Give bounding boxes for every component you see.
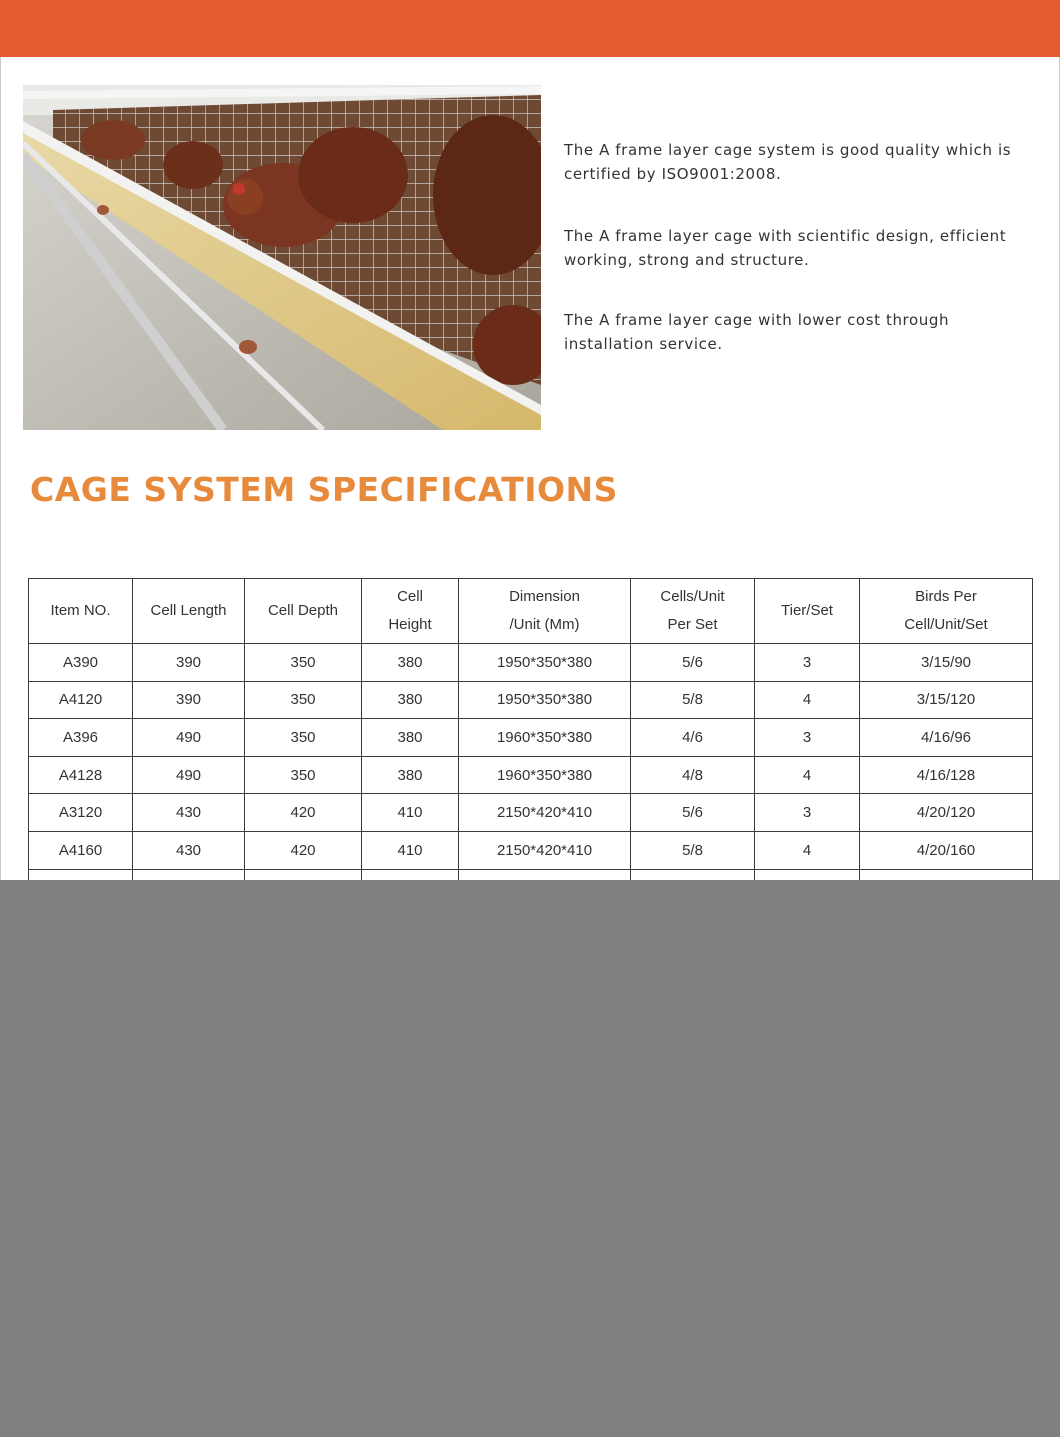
header-cells-unit: Cells/Unit Per Set: [631, 579, 755, 644]
header-dimension: Dimension /Unit (Mm): [459, 579, 631, 644]
table-cell: 3: [755, 644, 860, 682]
table-cell: 390: [133, 681, 245, 719]
header-cell-depth: Cell Depth: [245, 579, 362, 644]
table-header-row: [29, 579, 1033, 644]
table-cell: 3/15/120: [860, 681, 1033, 719]
table-cell: A396: [29, 719, 133, 757]
frame-left-border: [0, 57, 1, 897]
table-row: [29, 681, 1033, 719]
table-cell: 350: [245, 681, 362, 719]
header-item-no: Item NO.: [29, 579, 133, 644]
table-cell: 380: [362, 756, 459, 794]
header-birds-per: Birds Per Cell/Unit/Set: [860, 579, 1033, 644]
header-cell-length: Cell Length: [133, 579, 245, 644]
table-cell: A390: [29, 644, 133, 682]
top-banner-bar: [0, 0, 1060, 57]
table-cell: A4128: [29, 756, 133, 794]
table-cell: 490: [133, 719, 245, 757]
intro-paragraph-1: The A frame layer cage system is good quality which is certified by ISO9001:2008.: [564, 141, 1012, 183]
table-cell: A3120: [29, 794, 133, 832]
table-cell: 430: [133, 794, 245, 832]
table-cell: 380: [362, 719, 459, 757]
gray-overlay-block: [0, 880, 1060, 1437]
spec-table: [28, 578, 1033, 907]
table-cell: 350: [245, 756, 362, 794]
table-cell: 3/15/90: [860, 644, 1033, 682]
table-cell: 5/8: [631, 681, 755, 719]
table-cell: 5/6: [631, 644, 755, 682]
table-cell: A4160: [29, 831, 133, 869]
header-tier-set: Tier/Set: [755, 579, 860, 644]
table-cell: 380: [362, 644, 459, 682]
table-cell: 2150*420*410: [459, 831, 631, 869]
table-cell: 380: [362, 681, 459, 719]
table-cell: 1950*350*380: [459, 681, 631, 719]
table-cell: A4120: [29, 681, 133, 719]
table-cell: 390: [133, 644, 245, 682]
table-cell: 430: [133, 831, 245, 869]
table-row: [29, 794, 1033, 832]
table-cell: 5/8: [631, 831, 755, 869]
table-cell: 4/20/120: [860, 794, 1033, 832]
table-cell: 1950*350*380: [459, 644, 631, 682]
table-cell: 4/16/128: [860, 756, 1033, 794]
table-cell: 4: [755, 681, 860, 719]
table-row: [29, 756, 1033, 794]
table-cell: 4/8: [631, 756, 755, 794]
table-cell: 3: [755, 794, 860, 832]
table-cell: 2150*420*410: [459, 794, 631, 832]
table-row: [29, 719, 1033, 757]
intro-paragraph-2: The A frame layer cage with scientific design, efficient working, strong and structure.: [564, 227, 1007, 269]
table-cell: 410: [362, 794, 459, 832]
table-cell: 4/20/160: [860, 831, 1033, 869]
table-cell: 4: [755, 831, 860, 869]
table-cell: 420: [245, 831, 362, 869]
table-row: [29, 644, 1033, 682]
chicken-cage-photo: [23, 85, 541, 430]
table-row: [29, 831, 1033, 869]
table-cell: 1960*350*380: [459, 756, 631, 794]
section-title: CAGE SYSTEM SPECIFICATIONS: [30, 470, 618, 509]
table-cell: 4/6: [631, 719, 755, 757]
table-cell: 5/6: [631, 794, 755, 832]
table-cell: 350: [245, 719, 362, 757]
header-cell-height: Cell Height: [362, 579, 459, 644]
table-cell: 4/16/96: [860, 719, 1033, 757]
table-cell: 490: [133, 756, 245, 794]
table-cell: 4: [755, 756, 860, 794]
table-cell: 3: [755, 719, 860, 757]
table-cell: 410: [362, 831, 459, 869]
table-cell: 1960*350*380: [459, 719, 631, 757]
intro-paragraph-3: The A frame layer cage with lower cost through installation service.: [564, 311, 950, 353]
table-cell: 350: [245, 644, 362, 682]
table-cell: 420: [245, 794, 362, 832]
